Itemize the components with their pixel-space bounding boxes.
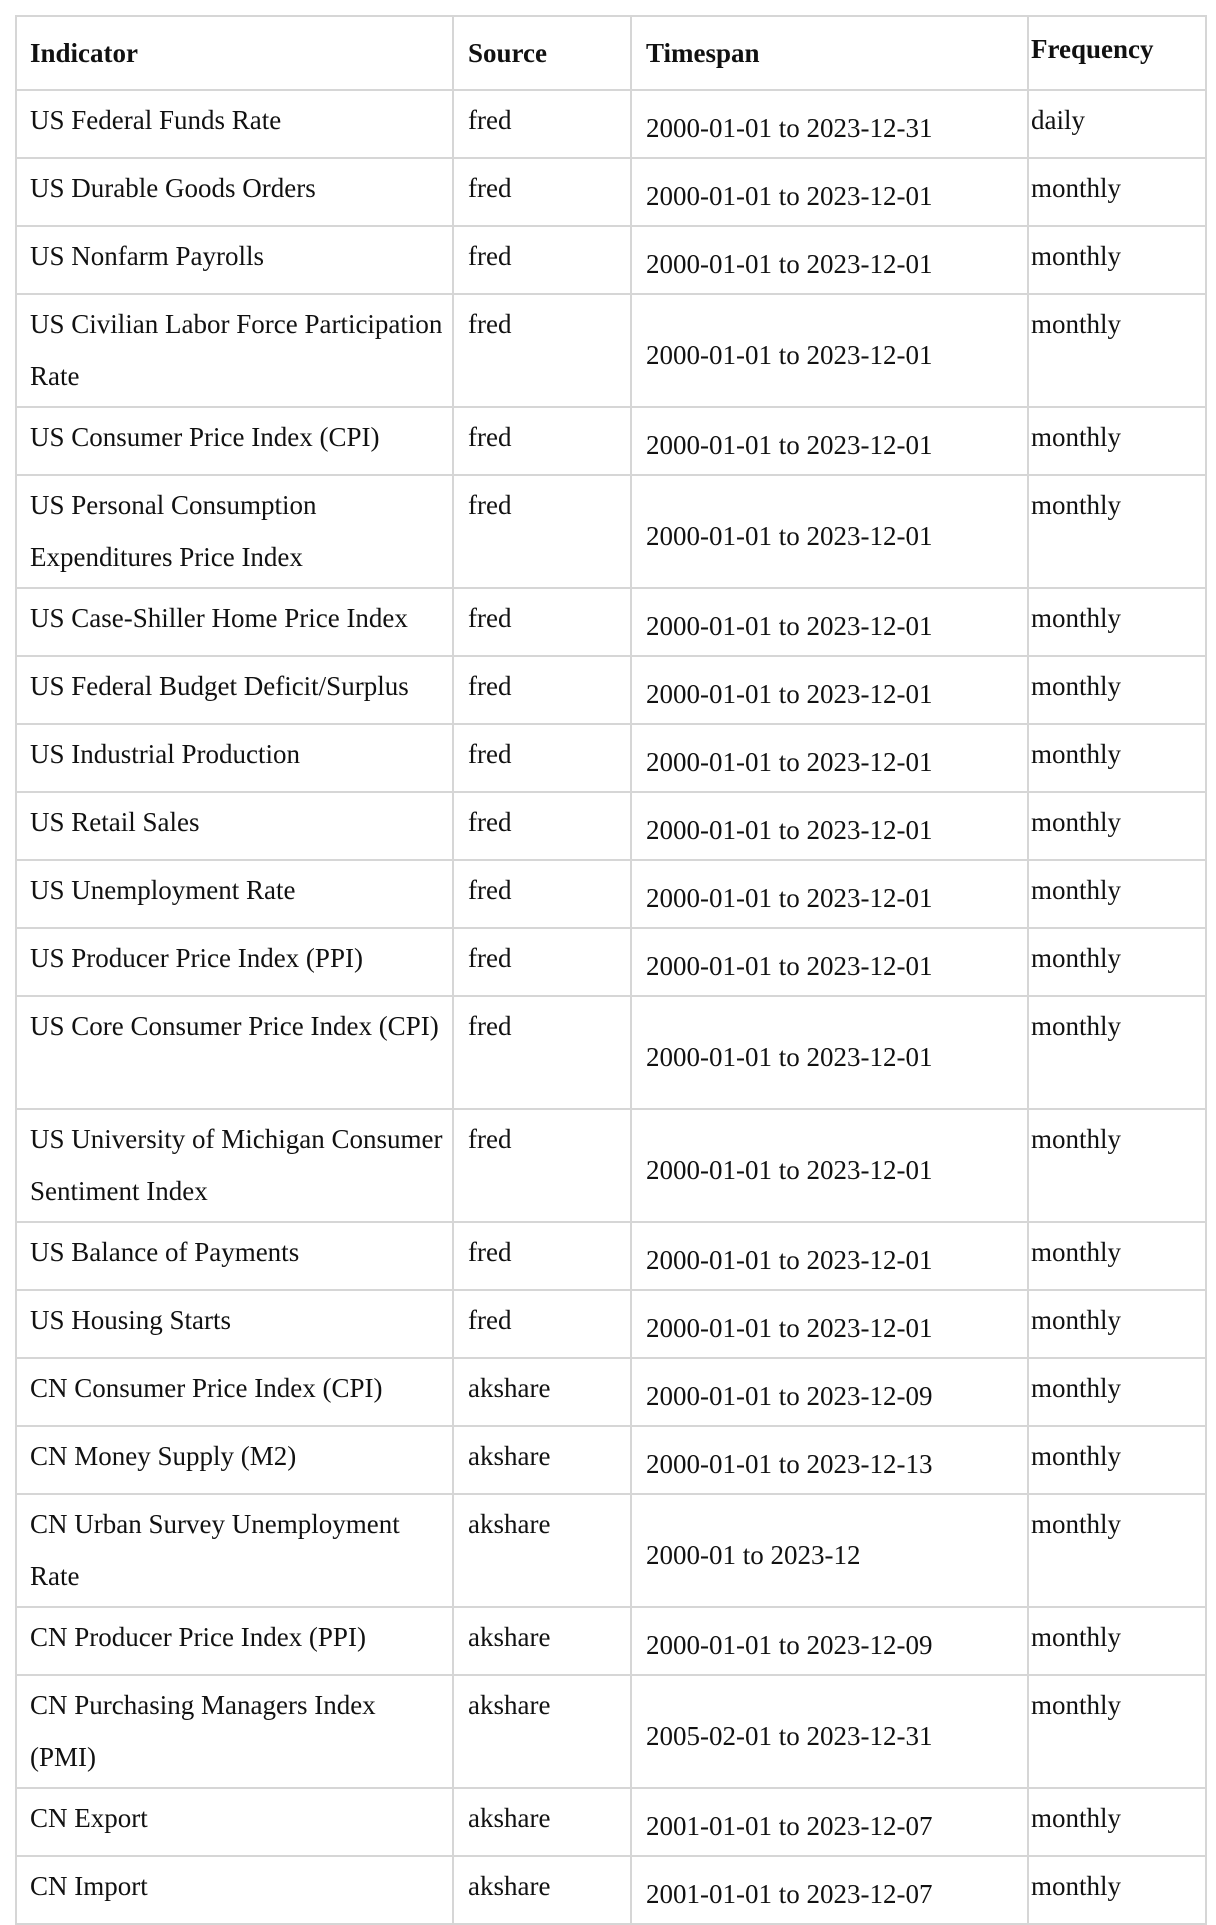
table-row <box>16 294 1206 407</box>
table-row <box>16 1109 1206 1222</box>
cell-source: fred <box>453 928 631 996</box>
cell-source: fred <box>453 90 631 158</box>
cell-source: fred <box>453 860 631 928</box>
cell-frequency: monthly <box>1028 724 1206 792</box>
cell-indicator: CN Producer Price Index (PPI) <box>16 1607 453 1675</box>
table-row <box>16 1856 1206 1924</box>
cell-frequency: monthly <box>1028 475 1206 588</box>
cell-source: fred <box>453 1290 631 1358</box>
cell-indicator: CN Urban Survey Unemployment Rate <box>16 1494 453 1607</box>
cell-timespan: 2001-01-01 to 2023-12-07 <box>631 1788 1028 1856</box>
cell-frequency: monthly <box>1028 792 1206 860</box>
cell-frequency: monthly <box>1028 1788 1206 1856</box>
cell-frequency: monthly <box>1028 1494 1206 1607</box>
cell-indicator: US Federal Funds Rate <box>16 90 453 158</box>
cell-frequency: daily <box>1028 90 1206 158</box>
table-row <box>16 158 1206 226</box>
cell-indicator: US Industrial Production <box>16 724 453 792</box>
cell-frequency: monthly <box>1028 1222 1206 1290</box>
cell-indicator: CN Purchasing Managers Index (PMI) <box>16 1675 453 1788</box>
cell-indicator: US Case-Shiller Home Price Index <box>16 588 453 656</box>
cell-frequency: monthly <box>1028 860 1206 928</box>
table-row <box>16 860 1206 928</box>
table-row <box>16 588 1206 656</box>
cell-source: fred <box>453 226 631 294</box>
cell-timespan: 2000-01-01 to 2023-12-09 <box>631 1358 1028 1426</box>
table-header-row <box>16 16 1206 90</box>
indicator-table <box>15 15 1207 1925</box>
cell-indicator: US Personal Consumption Expenditures Price Index <box>16 475 453 588</box>
cell-indicator: CN Consumer Price Index (CPI) <box>16 1358 453 1426</box>
table-row <box>16 1494 1206 1607</box>
table-row <box>16 1222 1206 1290</box>
cell-frequency: monthly <box>1028 1358 1206 1426</box>
table-row <box>16 407 1206 475</box>
cell-timespan: 2000-01-01 to 2023-12-01 <box>631 1109 1028 1222</box>
cell-frequency: monthly <box>1028 1109 1206 1222</box>
cell-timespan: 2000-01-01 to 2023-12-01 <box>631 724 1028 792</box>
cell-timespan: 2000-01-01 to 2023-12-01 <box>631 928 1028 996</box>
cell-source: akshare <box>453 1494 631 1607</box>
cell-frequency: monthly <box>1028 996 1206 1109</box>
cell-timespan: 2000-01-01 to 2023-12-01 <box>631 860 1028 928</box>
table-row <box>16 1358 1206 1426</box>
table-row <box>16 792 1206 860</box>
cell-source: fred <box>453 158 631 226</box>
cell-source: fred <box>453 792 631 860</box>
cell-timespan: 2000-01-01 to 2023-12-01 <box>631 226 1028 294</box>
cell-source: fred <box>453 407 631 475</box>
cell-indicator: US Retail Sales <box>16 792 453 860</box>
table-row <box>16 1426 1206 1494</box>
cell-source: fred <box>453 724 631 792</box>
cell-frequency: monthly <box>1028 407 1206 475</box>
cell-source: akshare <box>453 1675 631 1788</box>
table-row <box>16 226 1206 294</box>
cell-timespan: 2000-01-01 to 2023-12-01 <box>631 158 1028 226</box>
cell-frequency: monthly <box>1028 294 1206 407</box>
cell-indicator: US Balance of Payments <box>16 1222 453 1290</box>
cell-source: fred <box>453 996 631 1109</box>
table-row <box>16 996 1206 1109</box>
cell-source: akshare <box>453 1856 631 1924</box>
cell-source: fred <box>453 588 631 656</box>
cell-frequency: monthly <box>1028 928 1206 996</box>
cell-indicator: US Producer Price Index (PPI) <box>16 928 453 996</box>
cell-timespan: 2000-01-01 to 2023-12-13 <box>631 1426 1028 1494</box>
cell-indicator: US Durable Goods Orders <box>16 158 453 226</box>
cell-source: akshare <box>453 1788 631 1856</box>
cell-indicator: US Consumer Price Index (CPI) <box>16 407 453 475</box>
table-row <box>16 475 1206 588</box>
cell-timespan: 2000-01-01 to 2023-12-01 <box>631 1290 1028 1358</box>
cell-source: akshare <box>453 1607 631 1675</box>
cell-indicator: US Core Consumer Price Index (CPI) <box>16 996 453 1109</box>
cell-source: fred <box>453 475 631 588</box>
cell-source: fred <box>453 656 631 724</box>
cell-indicator: CN Import <box>16 1856 453 1924</box>
indicator-table-container <box>15 15 1205 1925</box>
table-row <box>16 656 1206 724</box>
cell-timespan: 2000-01-01 to 2023-12-01 <box>631 475 1028 588</box>
cell-indicator: US University of Michigan Consumer Sentiment Index <box>16 1109 453 1222</box>
table-row <box>16 1788 1206 1856</box>
table-row <box>16 1290 1206 1358</box>
cell-frequency: monthly <box>1028 1856 1206 1924</box>
table-body <box>16 90 1206 1924</box>
cell-indicator: US Civilian Labor Force Participation Rate <box>16 294 453 407</box>
cell-timespan: 2000-01 to 2023-12 <box>631 1494 1028 1607</box>
cell-frequency: monthly <box>1028 588 1206 656</box>
cell-timespan: 2000-01-01 to 2023-12-09 <box>631 1607 1028 1675</box>
cell-timespan: 2000-01-01 to 2023-12-31 <box>631 90 1028 158</box>
header-timespan: Timespan <box>631 16 1028 90</box>
cell-indicator: CN Money Supply (M2) <box>16 1426 453 1494</box>
cell-timespan: 2000-01-01 to 2023-12-01 <box>631 792 1028 860</box>
cell-source: akshare <box>453 1358 631 1426</box>
cell-indicator: US Federal Budget Deficit/Surplus <box>16 656 453 724</box>
cell-frequency: monthly <box>1028 1607 1206 1675</box>
cell-timespan: 2001-01-01 to 2023-12-07 <box>631 1856 1028 1924</box>
cell-indicator: CN Export <box>16 1788 453 1856</box>
cell-timespan: 2000-01-01 to 2023-12-01 <box>631 996 1028 1109</box>
cell-source: akshare <box>453 1426 631 1494</box>
cell-frequency: monthly <box>1028 1675 1206 1788</box>
table-row <box>16 90 1206 158</box>
cell-source: fred <box>453 294 631 407</box>
cell-frequency: monthly <box>1028 1426 1206 1494</box>
cell-indicator: US Unemployment Rate <box>16 860 453 928</box>
table-row <box>16 1607 1206 1675</box>
cell-indicator: US Housing Starts <box>16 1290 453 1358</box>
cell-indicator: US Nonfarm Payrolls <box>16 226 453 294</box>
cell-timespan: 2000-01-01 to 2023-12-01 <box>631 588 1028 656</box>
cell-frequency: monthly <box>1028 656 1206 724</box>
header-frequency: Frequency <box>1028 16 1206 90</box>
cell-source: fred <box>453 1222 631 1290</box>
header-source: Source <box>453 16 631 90</box>
cell-frequency: monthly <box>1028 226 1206 294</box>
table-row <box>16 928 1206 996</box>
cell-timespan: 2000-01-01 to 2023-12-01 <box>631 1222 1028 1290</box>
table-row <box>16 1675 1206 1788</box>
table-row <box>16 724 1206 792</box>
header-indicator: Indicator <box>16 16 453 90</box>
cell-source: fred <box>453 1109 631 1222</box>
cell-timespan: 2000-01-01 to 2023-12-01 <box>631 656 1028 724</box>
cell-frequency: monthly <box>1028 1290 1206 1358</box>
cell-frequency: monthly <box>1028 158 1206 226</box>
cell-timespan: 2000-01-01 to 2023-12-01 <box>631 407 1028 475</box>
cell-timespan: 2005-02-01 to 2023-12-31 <box>631 1675 1028 1788</box>
cell-timespan: 2000-01-01 to 2023-12-01 <box>631 294 1028 407</box>
